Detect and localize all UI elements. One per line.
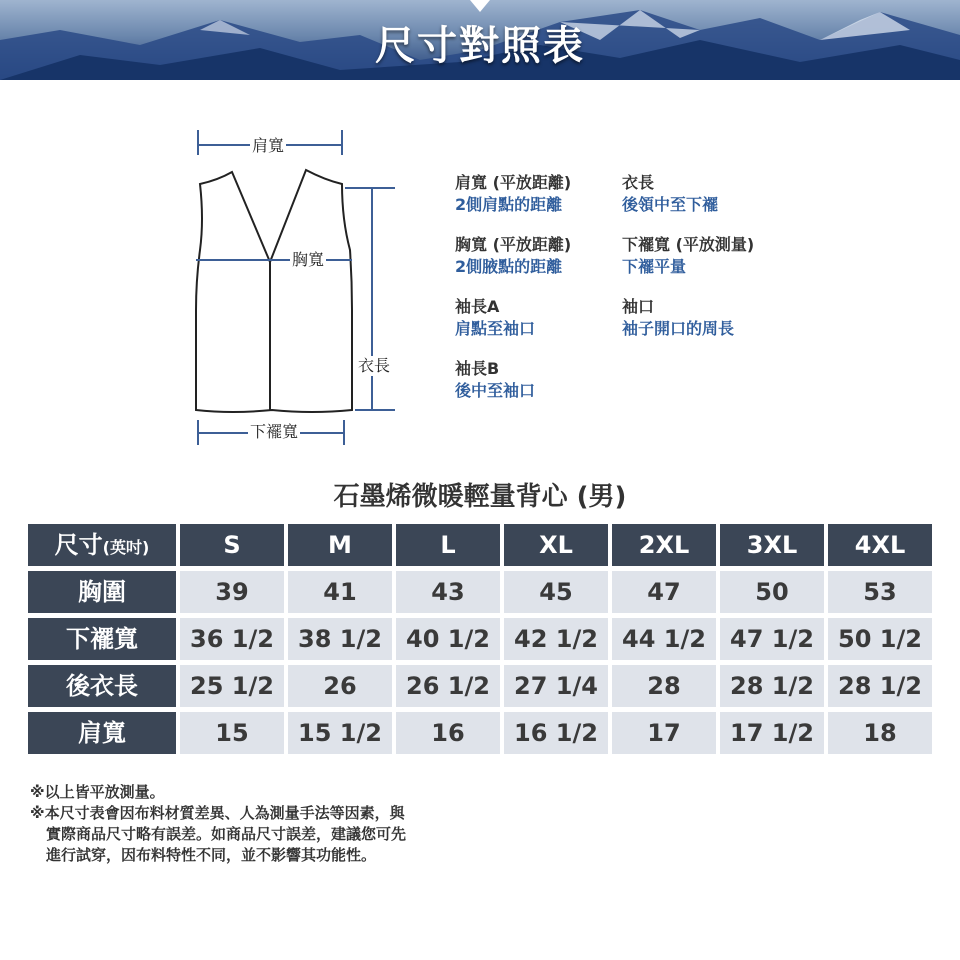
term-chest [455, 234, 571, 278]
table-cell: 45 [504, 571, 608, 613]
table-cell: 39 [180, 571, 284, 613]
note-line: 實際商品尺寸略有誤差。如商品尺寸誤差，建議您可先 [46, 825, 407, 843]
corner-label: 尺寸 [54, 531, 103, 559]
term-desc: 袖子開口的周長 [622, 319, 735, 338]
table-cell: 15 [180, 712, 284, 754]
diagram-label-shoulder: 肩寬 [252, 136, 285, 155]
table-cell: 28 [612, 665, 716, 707]
table-cell: 18 [828, 712, 932, 754]
term-title: 袖長A [455, 297, 500, 316]
term-cuff [622, 296, 734, 340]
row-label: 胸圍 [28, 571, 176, 613]
table-header-row [28, 524, 932, 566]
row-label: 肩寬 [28, 712, 176, 754]
term-title: 肩寬 (平放距離) [455, 173, 572, 192]
table-row [28, 571, 932, 613]
term-title: 胸寬 (平放距離) [455, 235, 572, 254]
corner-cell [28, 524, 176, 566]
table-cell: 28 1/2 [828, 665, 932, 707]
table-cell: 50 1/2 [828, 618, 932, 660]
term-desc: 後領中至下襬 [622, 195, 719, 214]
table-cell: 53 [828, 571, 932, 613]
term-hem [622, 234, 754, 278]
note-line: 進行試穿，因布料特性不同，並不影響其功能性。 [46, 846, 377, 864]
table-cell: 17 [612, 712, 716, 754]
table-cell: 36 1/2 [180, 618, 284, 660]
product-title: 石墨烯微暖輕量背心 (男) [333, 482, 627, 512]
notes [30, 782, 406, 866]
term-title: 衣長 [622, 173, 655, 192]
note-line: ※本尺寸表會因布料材質差異、人為測量手法等因素，與 [30, 804, 405, 822]
table-row [28, 618, 932, 660]
table-cell: 16 1/2 [504, 712, 608, 754]
table-cell: 40 1/2 [396, 618, 500, 660]
size-header: 3XL [720, 524, 824, 566]
table-cell: 42 1/2 [504, 618, 608, 660]
vest-diagram [0, 100, 420, 450]
table-cell: 17 1/2 [720, 712, 824, 754]
table-cell: 47 [612, 571, 716, 613]
diagram-label-chest: 胸寬 [292, 250, 325, 269]
header-banner [0, 0, 960, 80]
term-desc: 肩點至袖口 [455, 319, 536, 338]
term-title: 袖口 [622, 297, 655, 316]
table-cell: 15 1/2 [288, 712, 392, 754]
term-desc: 2側肩點的距離 [455, 195, 563, 214]
table-cell: 44 1/2 [612, 618, 716, 660]
size-header: XL [504, 524, 608, 566]
table-row [28, 665, 932, 707]
table-cell: 50 [720, 571, 824, 613]
term-length [622, 172, 718, 216]
table-cell: 26 [288, 665, 392, 707]
term-desc: 後中至袖口 [455, 381, 536, 400]
table-row [28, 712, 932, 754]
term-title: 下襬寬 (平放測量) [622, 235, 755, 254]
row-label: 下襬寬 [28, 618, 176, 660]
table-cell: 43 [396, 571, 500, 613]
table-cell: 41 [288, 571, 392, 613]
table-cell: 47 1/2 [720, 618, 824, 660]
term-title: 袖長B [455, 359, 500, 378]
term-shoulder [455, 172, 571, 216]
notch-indicator-icon [470, 0, 490, 12]
size-header: L [396, 524, 500, 566]
size-header: 2XL [612, 524, 716, 566]
table-cell: 28 1/2 [720, 665, 824, 707]
corner-unit: (英吋) [102, 538, 150, 557]
table-cell: 26 1/2 [396, 665, 500, 707]
table-cell: 27 1/4 [504, 665, 608, 707]
term-desc: 下襬平量 [622, 257, 687, 276]
table-cell: 25 1/2 [180, 665, 284, 707]
size-header: M [288, 524, 392, 566]
page-title: 尺寸對照表 [375, 23, 585, 69]
term-desc: 2側腋點的距離 [455, 257, 563, 276]
table-cell: 16 [396, 712, 500, 754]
size-header: 4XL [828, 524, 932, 566]
term-sleeve-b [455, 358, 535, 402]
diagram-label-length: 衣長 [358, 356, 391, 375]
diagram-label-hem: 下襬寬 [250, 422, 299, 441]
table-cell: 38 1/2 [288, 618, 392, 660]
row-label: 後衣長 [28, 665, 176, 707]
term-sleeve-a [455, 296, 535, 340]
note-line: ※以上皆平放測量。 [30, 783, 165, 801]
size-header: S [180, 524, 284, 566]
